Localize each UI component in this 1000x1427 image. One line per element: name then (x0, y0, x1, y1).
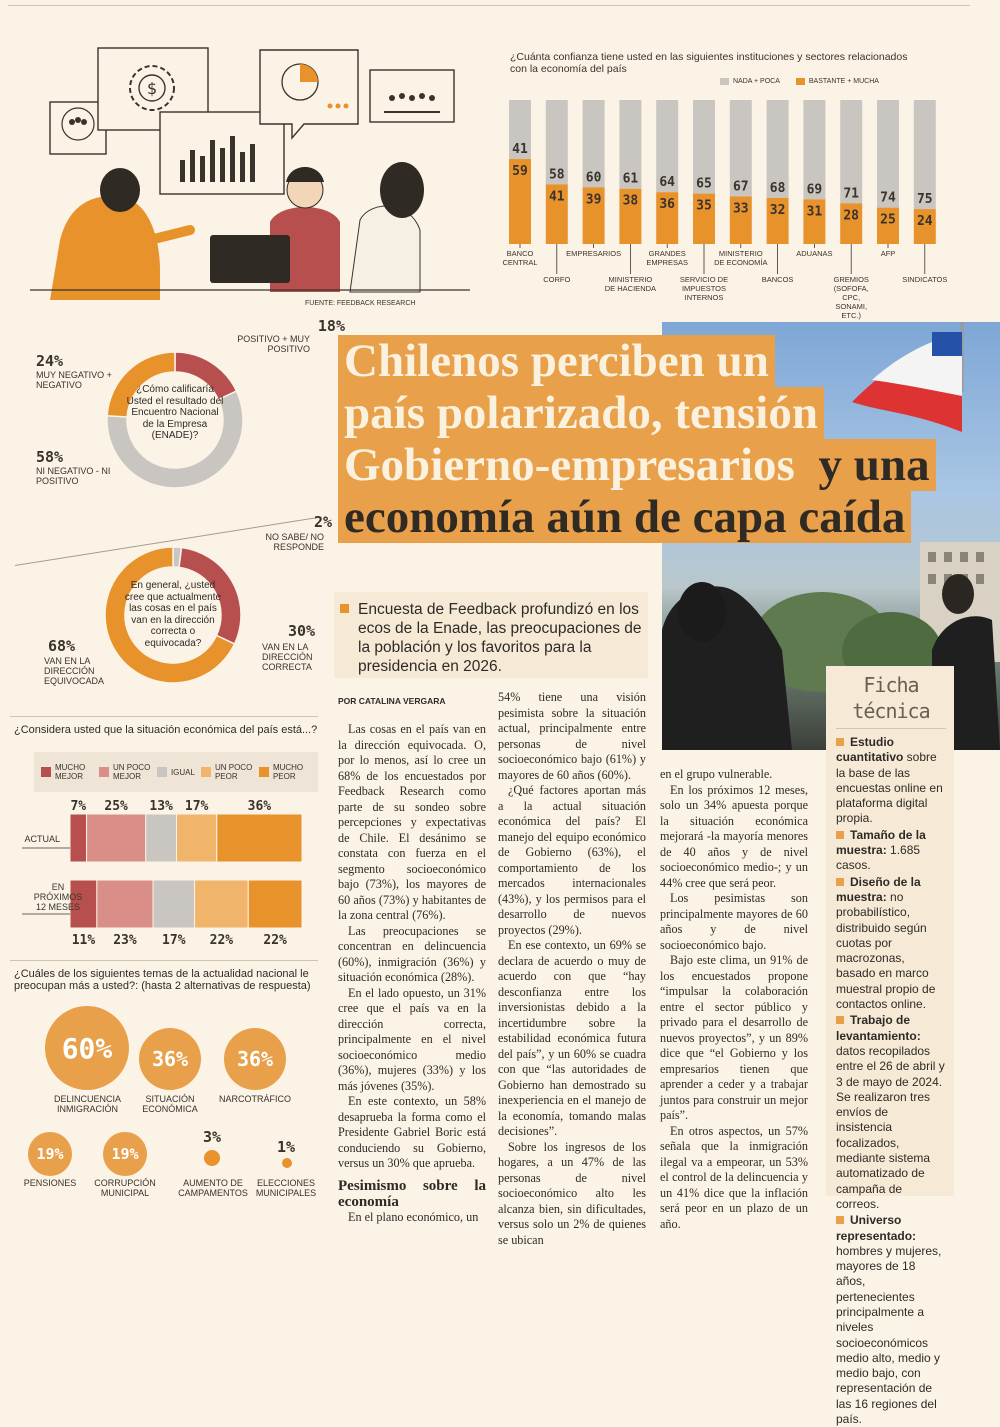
topic-label-narcotrafico: NARCOTRÁFICO (219, 1094, 291, 1104)
enade-label-negative: MUY NEGATIVO + NEGATIVO (36, 370, 112, 390)
conf-value-low-9: 71 (843, 186, 860, 202)
ficha-item-4: Universo representado: hombres y mujeres, mayores de 18 años, pertenecientes principalmente a niveles socioeconómicos medio alto, medio y medio bajo, con representación de las 16 regiones del país. (836, 1213, 942, 1427)
confidence-bar-chart (500, 96, 960, 320)
meeting-illustration (30, 40, 470, 307)
article-subhead: Pesimismo sobre la economía (338, 1177, 486, 1210)
conf-value-low-0: 41 (512, 142, 528, 158)
conf-category-0-1: CENTRAL (502, 258, 538, 267)
article-col-2: 54% tiene una visión pesimista sobre la situación actual, principalmente entre personas de nivel socioeconómico bajo (61%) y mayores de 60 años (60%). ¿Qué factores aportan más a la actual situación económica del país? El manejo del equipo económico de Gobierno (63%), el comportamiento de los mercados internacionales (43%), y los permisos para el desarrollo de nuevos proyectos (29%). En ese contexto, un 69% se declara de acuerdo o muy de acuerdo con que “hay desconfianza entre los inversionistas debido a la incertidumbre sobre la estabilidad económica futura del país”, y un 60% se cuadra con que “las autoridades de Gobierno han demostrado su inexperiencia en el manejo de la economía, tomando malas decisiones”. Sobre los ingresos de los hogares, a un 47% de las personas de nivel socioeconómico alto les alcanza bien, sin dificultades, versus solo un 2% de quienes se ubican (498, 690, 646, 1247)
enade-pct-positive: 18% (317, 317, 345, 335)
direction-pct-nsnr: 2% (313, 513, 332, 531)
conf-value-low-1: 58 (548, 167, 565, 183)
econ-label-1-1: 23% (113, 933, 137, 948)
econ-seg-1-1 (97, 880, 153, 928)
econ-label-0-3: 17% (184, 799, 209, 814)
top-rule (8, 5, 970, 6)
conf-category-7-0: BANCOS (761, 275, 794, 284)
econ-label-1-4: 22% (263, 933, 287, 948)
conf-category-6-1: DE ECONOMÍA (714, 258, 768, 267)
conf-value-low-8: 69 (806, 182, 823, 198)
conf-category-8-0: ADUANAS (796, 249, 833, 258)
conf-value-high-0: 59 (512, 164, 528, 180)
lede: Encuesta de Feedback profundizó en los ecos de la Enade, las preocupaciones de la población y los favoritos para la presidencia en 2026. (358, 601, 642, 675)
econ-row-label-1-2: 12 MESES (35, 902, 81, 912)
conf-category-5-2: INTERNOS (684, 293, 724, 302)
confidence-legend (720, 78, 879, 85)
headline-line-3a: Gobierno-empresarios (338, 439, 801, 491)
conf-category-0-0: BANCO (506, 249, 534, 258)
econ-seg-0-0 (70, 814, 87, 862)
conf-category-3-1: DE HACIENDA (604, 284, 657, 293)
enade-label-neutral: NI NEGATIVO - NI POSITIVO (36, 466, 111, 486)
enade-pct-neutral: 58% (36, 448, 64, 466)
article-col-3: en el grupo vulnerable. En los próximos 12 meses, solo un 34% apuesta porque la situación económica mejorará -la mayoría menores de 40 años y de nivel socioeconómico medio-; y un 44% cree que será peor. Los pesimistas son principalmente mayores de 60 años y de nivel socioeconómico bajo. Bajo este clima, un 91% de los encuestados propone “impulsar la colaboración entre el sector público y privado para el desarrollo de nuevos proyectos”, y un 89% dice que “el Gobierno y los empresarios tienen que aprender a ceder y a trabajar juntos para construir un mejor país”. En otros aspectos, un 57% señala que la inmigración ilegal va a empeorar, un 53% el control de la delincuencia y un 41% dice que la inflación será peor en un plazo de un año. (660, 767, 808, 1231)
econ-label-0-0: 7% (70, 799, 87, 814)
ficha-item-2: Diseño de la muestra: no probabilístico, distribuido según cuotas por macrozonas, basado en marco muestral propio de contactos online. (836, 874, 936, 1012)
headline-line-1: Chilenos perciben un (338, 335, 775, 387)
topic-label-campamentos: AUMENTO DE CAMPAMENTOS (178, 1178, 248, 1198)
conf-value-low-10: 74 (880, 190, 896, 206)
conf-category-5-0: SERVICIO DE (679, 275, 729, 284)
conf-value-low-6: 67 (732, 179, 749, 195)
headline (338, 335, 978, 543)
confidence-chart-title: ¿Cuánta confianza tiene usted en las siguientes instituciones y sectores relacionados con la economía del país (510, 51, 908, 75)
ficha-tecnica (826, 666, 954, 1427)
economy-legend-item-3: UN POCO PEOR (201, 763, 253, 781)
conf-category-9-3: SONAMI, (835, 302, 868, 311)
headline-line-4: economía aún de capa caída (338, 491, 911, 543)
topic-label-elecciones: ELECCIONES MUNICIPALES (255, 1178, 317, 1198)
topic-bubble-corrupcion: 19% (103, 1132, 147, 1176)
economy-legend (34, 752, 318, 792)
direction-label-nsnr: NO SABE/ NO RESPONDE (265, 532, 324, 552)
conf-category-10-0: AFP (880, 249, 896, 258)
topics-bubbles (0, 1000, 330, 1210)
conf-category-9-2: CPC, (842, 293, 861, 302)
topic-bubble-economia: 36% (139, 1028, 201, 1090)
conf-value-low-2: 60 (585, 170, 602, 186)
conf-category-9-0: GREMIOS (833, 275, 869, 284)
econ-seg-1-4 (248, 880, 302, 928)
conf-value-high-10: 25 (880, 212, 896, 228)
economy-legend-item-1: UN POCO MEJOR (99, 763, 151, 781)
conf-value-high-7: 32 (769, 202, 786, 218)
topic-bubble-pensiones: 19% (28, 1132, 72, 1176)
topic-pct-elecciones: 1% (277, 1138, 296, 1156)
econ-label-1-3: 22% (209, 933, 234, 948)
topic-pct-campamentos: 3% (203, 1128, 222, 1146)
conf-value-high-6: 33 (732, 201, 749, 217)
economy-stacked-bars (10, 798, 320, 948)
conf-value-low-7: 68 (769, 180, 786, 196)
topic-bubble-delincuencia: 60% (45, 1006, 129, 1090)
econ-seg-0-1 (87, 814, 146, 862)
direction-question: En general, ¿usted cree que actualmente las cosas en el país van en la dirección correcta o equivocada? (124, 580, 222, 649)
conf-category-1-0: CORFO (543, 275, 571, 284)
illustration-source: FUENTE: FEEDBACK RESEARCH (305, 300, 416, 307)
conf-value-high-5: 35 (696, 198, 712, 214)
conf-value-high-1: 41 (548, 189, 565, 205)
topics-question: ¿Cuáles de los siguientes temas de la actualidad nacional le preocupan más a usted?: (hasta 2 alternativas de respuesta) (14, 968, 311, 992)
enade-pct-negative: 24% (36, 352, 64, 370)
ficha-item-1: Tamaño de la muestra: 1.685 casos. (836, 827, 926, 873)
conf-category-9-1: (SOFOFA, (833, 284, 869, 293)
topic-label-delincuencia: DELINCUENCIA INMIGRACIÓN (53, 1094, 121, 1114)
direction-label-correct: VAN EN LA DIRECCIÓN CORRECTA (262, 642, 313, 672)
byline: POR CATALINA VERGARA (338, 696, 446, 706)
econ-row-label-1-0: EN (51, 882, 65, 892)
econ-seg-0-3 (177, 814, 217, 862)
conf-value-low-4: 64 (659, 175, 676, 191)
conf-value-low-11: 75 (916, 192, 933, 208)
topic-bubble-narcotrafico: 36% (224, 1028, 286, 1090)
econ-seg-1-3 (195, 880, 249, 928)
econ-label-1-2: 17% (162, 933, 186, 948)
conf-category-6-0: MINISTERIO (718, 249, 763, 258)
conf-value-high-3: 38 (622, 193, 639, 209)
econ-label-0-1: 25% (104, 799, 128, 814)
conf-category-11-0: SINDICATOS (902, 275, 948, 284)
headline-line-3b: y una (801, 439, 936, 491)
ficha-item-3: Trabajo de levantamiento: datos recopilados entre el 26 de abril y 3 de mayo de 2024. Se realizaron tres envíos de insistencia focalizados, mediante sistema automatizado de campaña de correos. (836, 1013, 945, 1211)
economy-legend-item-0: MUCHO MEJOR (41, 763, 93, 781)
econ-label-0-2: 13% (149, 799, 173, 814)
conf-value-high-8: 31 (806, 204, 823, 220)
conf-category-4-0: GRANDES (648, 249, 686, 258)
legend-low-label: NADA + POCA (733, 78, 780, 85)
economy-question: ¿Considera usted que la situación económica del país está...? (14, 724, 318, 736)
legend-high-label: BASTANTE + MUCHA (808, 78, 879, 85)
economy-legend-item-2: IGUAL (157, 767, 195, 777)
conf-value-high-4: 36 (659, 197, 676, 213)
direction-pct-wrong: 68% (48, 637, 76, 655)
econ-row-label-1-1: PRÓXIMOS (33, 892, 83, 902)
conf-value-high-9: 28 (843, 208, 860, 224)
conf-category-5-1: IMPUESTOS (681, 284, 727, 293)
conf-value-high-2: 39 (585, 192, 602, 208)
enade-question: ¿Cómo calificaría Usted el resultado del Encuentro Nacional de la Empresa (ENADE)? (126, 384, 224, 441)
topic-label-pensiones: PENSIONES (23, 1178, 77, 1188)
direction-label-wrong: VAN EN LA DIRECCIÓN EQUIVOCADA (44, 656, 105, 686)
conf-category-3-0: MINISTERIO (608, 275, 653, 284)
svg-text:$: $ (147, 79, 158, 98)
enade-label-positive: POSITIVO + MUY POSITIVO (237, 334, 310, 354)
conf-category-4-1: EMPRESAS (646, 258, 689, 267)
econ-row-label-0: ACTUAL (24, 834, 60, 844)
headline-line-2: país polarizado, tensión (338, 387, 824, 439)
article-col-1: Las cosas en el país van en la dirección equivocada. O, por lo menos, así lo cree un 68% de los encuestados por Feedback Research como parte de su sondeo sobre percepciones y expectativas de Chile. El desánimo se constata con fuerza en el segmento socioeconómico bajo (73%), los mayores de 60 años (73%) y habitantes de la zona central (76%). Las preocupaciones se concentran en delincuencia (60%), inmigración (36%) y situación económica (28%). En el lado opuesto, un 31% cree que el país va en la dirección correcta, principalmente en el nivel socioeconómico medio (36%), mujeres (33%) y los más jóvenes (35%). En este contexto, un 58% desaprueba la forma como el Presidente Gabriel Boric está conduciendo su Gobierno, versus un 30% que aprueba. Pesimismo sobre la economía En el plano económico, un (338, 722, 486, 1224)
econ-seg-1-2 (153, 880, 195, 928)
ficha-title: Ficha técnica (852, 673, 930, 723)
conf-value-low-3: 61 (622, 171, 639, 187)
econ-label-0-4: 36% (247, 799, 272, 814)
conf-category-2-0: EMPRESARIOS (566, 249, 622, 258)
ficha-item-0: Estudio cuantitativo sobre la base de las encuestas online en plataforma digital propia. (836, 735, 943, 826)
economy-legend-item-4: MUCHO PEOR (259, 763, 311, 781)
econ-seg-0-4 (217, 814, 302, 862)
econ-label-1-0: 11% (71, 933, 96, 948)
conf-value-high-11: 24 (916, 214, 933, 230)
conf-value-low-5: 65 (696, 176, 712, 192)
direction-pct-correct: 30% (288, 622, 316, 640)
conf-category-9-4: ETC.) (841, 311, 861, 320)
econ-seg-0-2 (146, 814, 177, 862)
topic-label-economia: SITUACIÓN ECONÓMICA (142, 1094, 198, 1114)
topic-label-corrupcion: CORRUPCIÓN MUNICIPAL (94, 1178, 156, 1198)
